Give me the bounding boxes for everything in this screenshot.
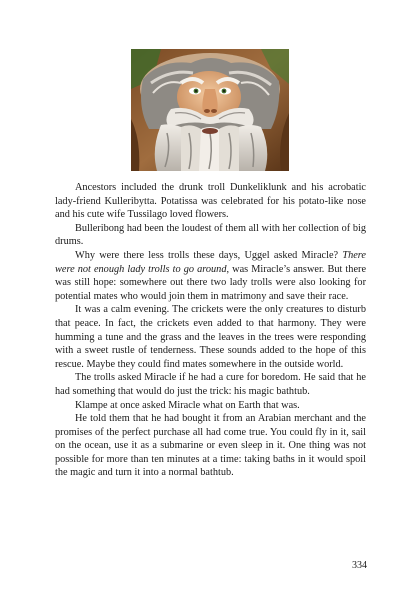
paragraph-text: Why were there less trolls these days, Uggel asked Miracle? [75, 249, 343, 261]
page-number: 334 [352, 560, 367, 571]
paragraph: It was a calm evening. The crickets were the only creatures to disturb that peace. In fact, the crickets even added to that harmony. They were humming a tune and the grass and the leaves in the trees were responding with a sweet rustle of tenderness. These sounds added to the hope of this rescue. Maybe they could find mates somewhere in the outside world. [55, 304, 366, 370]
troll-face-carving-svg [131, 49, 289, 171]
paragraph: He told them that he had bought it from an Arabian merchant and the promises of the perfect purchase all had come true. You could fly in it, sail on the ocean, use it as a submarine or even sleep in it. One thing was not possible for more than ten minutes at a time: taking baths in it would spoil the magic and turn it into a normal bathtub. [55, 413, 366, 479]
paragraph-text: , was Miracle’s answer. But there was still hope: somewhere out there two lady trolls were also looking for potential mates who would join them in matrimony and save their race. [55, 263, 367, 302]
paragraph: The trolls asked Miracle if he had a cure for boredom. He said that he had something that would do just the trick: his magic bathtub. [55, 372, 366, 397]
paragraph: Klampe at once asked Miracle what on Earth that was. [75, 399, 300, 411]
body-text [55, 181, 366, 480]
paragraph [55, 249, 366, 303]
paragraph: Ancestors included the drunk troll Dunkeliklunk and his acrobatic lady-friend Kulleribytta. Potatissa was celebrated for his potato-like nose and his cute wife Tussilago loved flowers. [55, 182, 366, 221]
italic-phrase: There were not enough lady trolls to go around [55, 249, 366, 275]
troll-face-carving-image [131, 49, 289, 171]
paragraph: Bulleribong had been the loudest of them all with her collection of big drums. [55, 222, 366, 248]
